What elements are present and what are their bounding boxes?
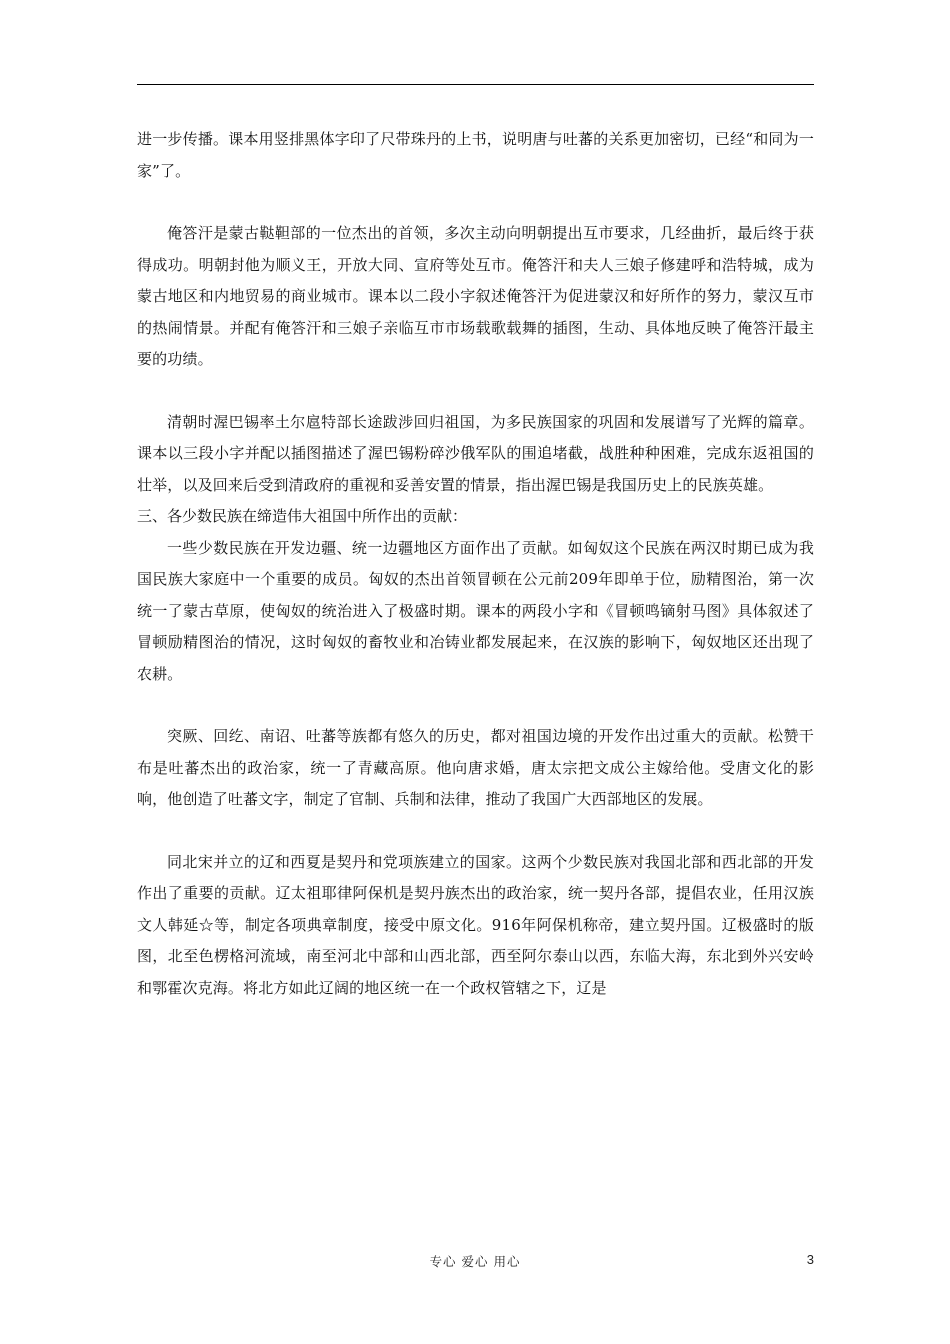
paragraph-ubashi: 清朝时渥巴锡率土尔扈特部长途跋涉回归祖国，为多民族国家的巩固和发展谱写了光辉的篇章。课本以三段小字并配以插图描述了渥巴锡粉碎沙俄军队的围追堵截，战胜种种困难，完成东返祖国的壮举，以及回来后受到清政府的重视和妥善安置的情景，指出渥巴锡是我国历史上的民族英雄。 [137, 412, 814, 494]
paragraph-xiongnu: 一些少数民族在开发边疆、统一边疆地区方面作出了贡献。如匈奴这个民族在两汉时期已成为我国民族大家庭中一个重要的成员。匈奴的杰出首领冒顿在公元前209年即单于位，励精图治，第一次统一了蒙古草原，使匈奴的统治进入了极盛时期。课本的两段小字和《冒顿鸣镝射马图》具体叙述了冒顿励精图治的情况，这时匈奴的畜牧业和冶铸业都发展起来，在汉族的影响下，匈奴地区还出现了农耕。 [137, 538, 814, 683]
page-footer [0, 1252, 950, 1272]
footer-motto: 专心 爱心 用心 [429, 1254, 521, 1269]
page-number: 3 [806, 1252, 814, 1267]
paragraph-altan-khan: 俺答汗是蒙古鞑靼部的一位杰出的首领，多次主动向明朝提出互市要求，几经曲折，最后终于获得成功。明朝封他为顺义王，开放大同、宣府等处互市。俺答汗和夫人三娘子修建呼和浩特城，成为蒙古地区和内地贸易的商业城市。课本以二段小字叙述俺答汗为促进蒙汉和好所作的努力，蒙汉互市的热闹情景。并配有俺答汗和三娘子亲临互市市场载歌载舞的插图，生动、具体地反映了俺答汗最主要的功绩。 [137, 224, 814, 368]
paragraph-liao-xixia: 同北宋并立的辽和西夏是契丹和党项族建立的国家。这两个少数民族对我国北部和西北部的开发作出了重要的贡献。辽太祖耶律阿保机是契丹族杰出的政治家，统一契丹各部，提倡农业，任用汉族文人韩延☆等，制定各项典章制度，接受中原文化。916年阿保机称帝，建立契丹国。辽极盛时的版图，北至色楞格河流域，南至河北中部和山西北部，西至阿尔泰山以西，东临大海，东北到外兴安岭和鄂霍次克海。将北方如此辽阔的地区统一在一个政权管辖之下，辽是 [137, 852, 814, 997]
header-rule [137, 84, 814, 85]
section-heading-contributions: 三、各少数民族在缔造伟大祖国中所作出的贡献： [137, 507, 468, 525]
paragraph-tubo: 突厥、回纥、南诏、吐蕃等族都有悠久的历史，都对祖国边境的开发作出过重大的贡献。松赞干布是吐蕃杰出的政治家，统一了青藏高原。他向唐求婚，唐太宗把文成公主嫁给他。受唐文化的影响，他创造了吐蕃文字，制定了官制、兵制和法律，推动了我国广大西部地区的发展。 [137, 727, 814, 808]
document-body [137, 124, 814, 1004]
paragraph-continuation: 进一步传播。课本用竖排黑体字印了尺带珠丹的上书，说明唐与吐蕃的关系更加密切，已经“和同为一家”了。 [137, 130, 814, 180]
